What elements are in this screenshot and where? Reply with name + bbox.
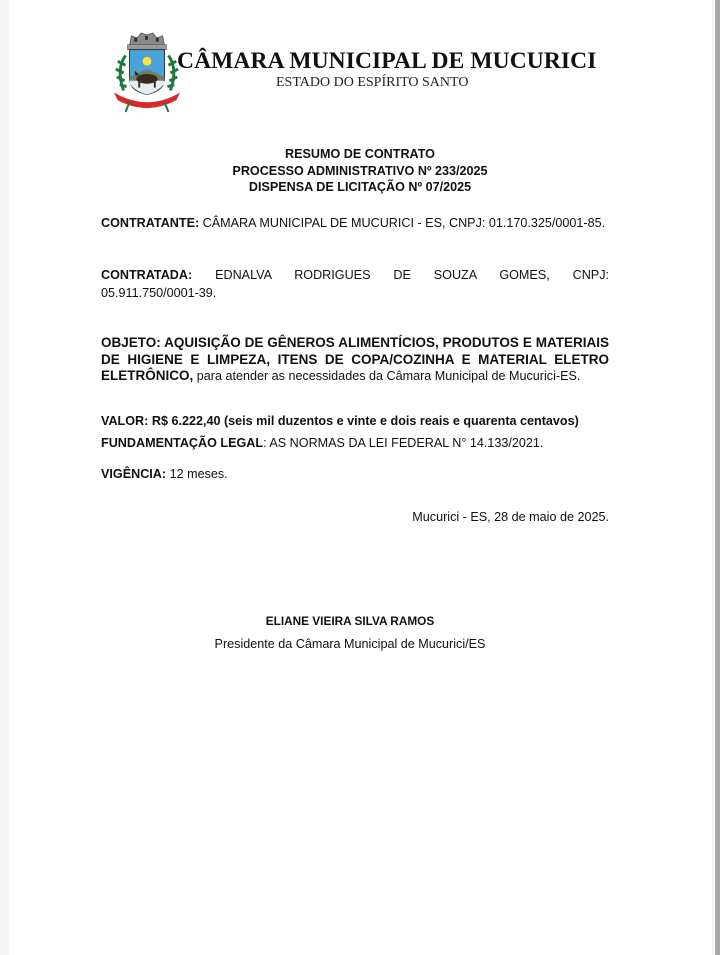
contratada-label: CONTRATADA: (101, 268, 193, 282)
vertical-scrollbar[interactable] (715, 0, 720, 955)
valor-value: R$ 6.222,40 (seis mil duzentos e vinte e dois reais e quarenta centavos) (148, 414, 579, 428)
viewer-left-margin (0, 0, 9, 955)
fundamentacao-value: : AS NORMAS DA LEI FEDERAL N° 14.133/2021. (263, 436, 544, 450)
contratada-line1 (101, 266, 609, 284)
organization-title: CÂMARA MUNICIPAL DE MUCURICI (177, 48, 597, 74)
objeto-paragraph (101, 335, 609, 385)
contratante-paragraph (101, 214, 609, 232)
date-line: Mucurici - ES, 28 de maio de 2025. (412, 510, 609, 524)
contratante-value: CÂMARA MUNICIPAL DE MUCURICI - ES, CNPJ: 01.170.325/0001-85. (199, 216, 606, 230)
objeto-regular-text: para atender as necessidades da Câmara Municipal de Mucurici-ES. (193, 369, 581, 383)
vigencia-paragraph (101, 465, 609, 483)
objeto-bold-text: AQUISIÇÃO DE GÊNEROS ALIMENTÍCIOS, PRODUTOS E MATERIAIS DE HIGIENE E LIMPEZA, ITENS DE COPA/COZINHA E MATERIAL ELETRO ELETRÔNICO, (101, 335, 609, 383)
coat-of-arms-icon (108, 30, 186, 114)
contratada-paragraph (101, 266, 609, 302)
signatory-name: ELIANE VIEIRA SILVA RAMOS (265, 614, 435, 628)
contratante-label: CONTRATANTE: (101, 216, 200, 230)
vigencia-value: 12 meses. (166, 467, 228, 481)
title-resumo: RESUMO DE CONTRATO (285, 147, 435, 161)
valor-label: VALOR: (101, 414, 149, 428)
title-processo: PROCESSO ADMINISTRATIVO Nº 233/2025 (232, 163, 488, 178)
fundamentacao-label: FUNDAMENTAÇÃO LEGAL (101, 436, 264, 450)
signatory-role: Presidente da Câmara Municipal de Mucurici/ES (214, 637, 486, 651)
viewer-right-margin (712, 0, 714, 955)
valor-paragraph (101, 412, 609, 430)
vigencia-label: VIGÊNCIA: (101, 467, 167, 481)
organization-subtitle: ESTADO DO ESPÍRITO SANTO (276, 75, 469, 90)
objeto-label: OBJETO: (101, 335, 161, 350)
fundamentacao-paragraph (101, 434, 609, 452)
contratada-name: EDNALVA RODRIGUES DE SOUZA GOMES, CNPJ: (215, 268, 609, 282)
document-header (100, 28, 600, 118)
title-dispensa: DISPENSA DE LICITAÇÃO Nº 07/2025 (248, 180, 472, 194)
document-titles (100, 146, 620, 196)
contratada-cnpj: 05.911.750/0001-39. (101, 286, 217, 300)
